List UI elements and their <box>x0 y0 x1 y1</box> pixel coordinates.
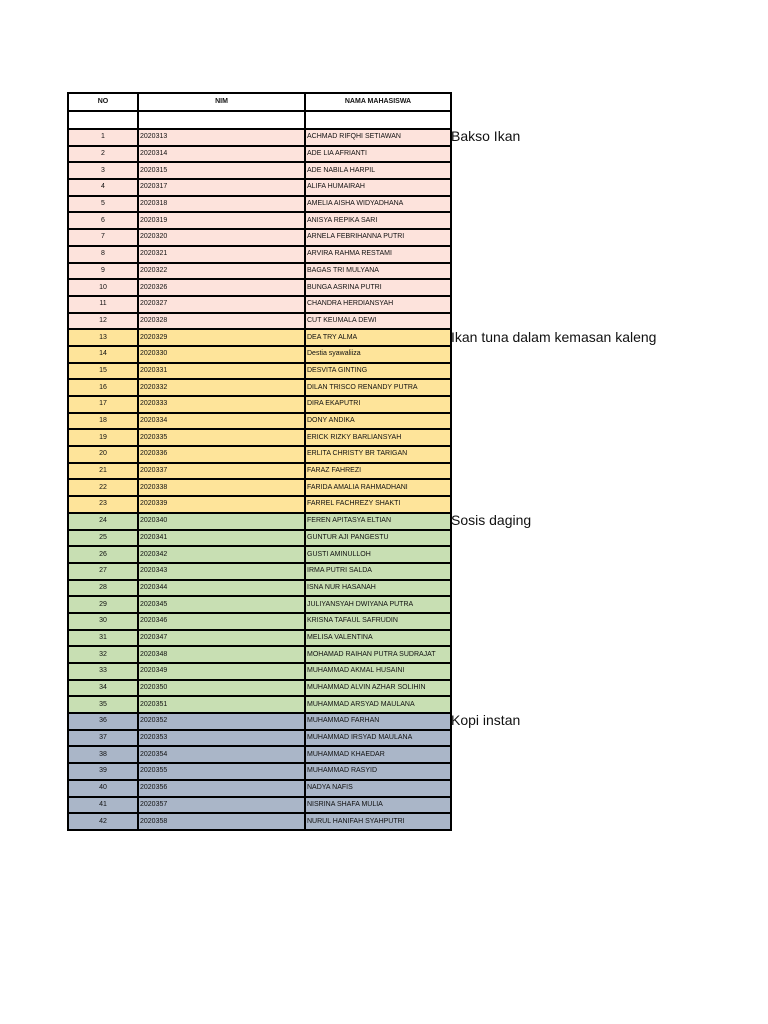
name-cell: MUHAMMAD KHAEDAR <box>305 746 451 763</box>
no-cell: 6 <box>68 212 138 229</box>
name-cell: IRMA PUTRI SALDA <box>305 563 451 580</box>
name-cell: MUHAMMAD AKMAL HUSAINI <box>305 663 451 680</box>
table-row <box>68 329 451 346</box>
table-row <box>68 162 451 179</box>
blank-row <box>68 111 451 129</box>
table-row <box>68 680 451 697</box>
name-cell: ERLITA CHRISTY BR TARIGAN <box>305 446 451 463</box>
name-cell: MUHAMMAD FARHAN <box>305 713 451 730</box>
table-row <box>68 496 451 513</box>
table-row <box>68 129 451 146</box>
name-cell: MOHAMAD RAIHAN PUTRA SUDRAJAT <box>305 646 451 663</box>
no-cell: 41 <box>68 797 138 814</box>
nim-cell: 2020358 <box>138 813 305 830</box>
name-cell: MUHAMMAD IRSYAD MAULANA <box>305 730 451 747</box>
table-row <box>68 296 451 313</box>
nim-cell: 2020355 <box>138 763 305 780</box>
no-cell: 28 <box>68 580 138 597</box>
no-cell: 15 <box>68 363 138 380</box>
nim-cell: 2020333 <box>138 396 305 413</box>
no-cell: 32 <box>68 646 138 663</box>
no-cell: 37 <box>68 730 138 747</box>
table-row <box>68 513 451 530</box>
name-cell: DONY ANDIKA <box>305 413 451 430</box>
table-row <box>68 546 451 563</box>
table-row <box>68 396 451 413</box>
table-row <box>68 580 451 597</box>
no-cell: 7 <box>68 229 138 246</box>
table-row <box>68 613 451 630</box>
no-cell: 40 <box>68 780 138 797</box>
table-row <box>68 780 451 797</box>
no-cell: 38 <box>68 746 138 763</box>
nim-cell: 2020317 <box>138 179 305 196</box>
no-cell: 16 <box>68 379 138 396</box>
nim-cell: 2020336 <box>138 446 305 463</box>
no-cell: 26 <box>68 546 138 563</box>
table-row <box>68 797 451 814</box>
nim-cell: 2020335 <box>138 429 305 446</box>
blank-cell <box>305 111 451 129</box>
group-label: Sosis daging <box>451 512 532 529</box>
name-cell: FARREL FACHREZY SHAKTI <box>305 496 451 513</box>
header-name: NAMA MAHASISWA <box>305 93 451 111</box>
name-cell: MUHAMMAD ARSYAD MAULANA <box>305 696 451 713</box>
table-row <box>68 179 451 196</box>
nim-cell: 2020315 <box>138 162 305 179</box>
nim-cell: 2020342 <box>138 546 305 563</box>
nim-cell: 2020353 <box>138 730 305 747</box>
name-cell: ADE NABILA HARPIL <box>305 162 451 179</box>
no-cell: 14 <box>68 346 138 363</box>
nim-cell: 2020351 <box>138 696 305 713</box>
group-label: Kopi instan <box>451 712 521 729</box>
name-cell: DILAN TRISCO RENANDY PUTRA <box>305 379 451 396</box>
table-row <box>68 146 451 163</box>
name-cell: ALIFA HUMAIRAH <box>305 179 451 196</box>
no-cell: 42 <box>68 813 138 830</box>
no-cell: 36 <box>68 713 138 730</box>
name-cell: GUSTI AMINULLOH <box>305 546 451 563</box>
table-row <box>68 563 451 580</box>
name-cell: NISRINA SHAFA MULIA <box>305 797 451 814</box>
no-cell: 10 <box>68 279 138 296</box>
nim-cell: 2020322 <box>138 263 305 280</box>
nim-cell: 2020329 <box>138 329 305 346</box>
no-cell: 22 <box>68 479 138 496</box>
blank-cell <box>68 111 138 129</box>
nim-cell: 2020357 <box>138 797 305 814</box>
table-row <box>68 196 451 213</box>
no-cell: 19 <box>68 429 138 446</box>
no-cell: 12 <box>68 313 138 330</box>
no-cell: 5 <box>68 196 138 213</box>
table-row <box>68 630 451 647</box>
name-cell: ANISYA REPIKA SARI <box>305 212 451 229</box>
table-row <box>68 246 451 263</box>
nim-cell: 2020320 <box>138 229 305 246</box>
nim-cell: 2020345 <box>138 596 305 613</box>
name-cell: ERICK RIZKY BARLIANSYAH <box>305 429 451 446</box>
name-cell: FARIDA AMALIA RAHMADHANI <box>305 479 451 496</box>
name-cell: DEA TRY ALMA <box>305 329 451 346</box>
table-row <box>68 646 451 663</box>
student-roster-table <box>67 92 452 831</box>
name-cell: Destia syawaliiza <box>305 346 451 363</box>
name-cell: BAGAS TRI MULYANA <box>305 263 451 280</box>
nim-cell: 2020328 <box>138 313 305 330</box>
nim-cell: 2020350 <box>138 680 305 697</box>
table-row <box>68 379 451 396</box>
no-cell: 35 <box>68 696 138 713</box>
no-cell: 25 <box>68 530 138 547</box>
name-cell: DIRA EKAPUTRI <box>305 396 451 413</box>
table-row <box>68 663 451 680</box>
name-cell: ACHMAD RIFQHI SETIAWAN <box>305 129 451 146</box>
header-no: NO <box>68 93 138 111</box>
nim-cell: 2020330 <box>138 346 305 363</box>
nim-cell: 2020319 <box>138 212 305 229</box>
nim-cell: 2020348 <box>138 646 305 663</box>
name-cell: MUHAMMAD RASYID <box>305 763 451 780</box>
nim-cell: 2020318 <box>138 196 305 213</box>
name-cell: JULIYANSYAH DWIYANA PUTRA <box>305 596 451 613</box>
no-cell: 31 <box>68 630 138 647</box>
name-cell: ISNA NUR HASANAH <box>305 580 451 597</box>
table-row <box>68 346 451 363</box>
no-cell: 23 <box>68 496 138 513</box>
nim-cell: 2020337 <box>138 463 305 480</box>
table-row <box>68 696 451 713</box>
no-cell: 20 <box>68 446 138 463</box>
name-cell: NADYA NAFIS <box>305 780 451 797</box>
table-row <box>68 746 451 763</box>
table-row <box>68 730 451 747</box>
nim-cell: 2020321 <box>138 246 305 263</box>
table-row <box>68 463 451 480</box>
no-cell: 21 <box>68 463 138 480</box>
no-cell: 17 <box>68 396 138 413</box>
table-row <box>68 813 451 830</box>
no-cell: 27 <box>68 563 138 580</box>
nim-cell: 2020344 <box>138 580 305 597</box>
nim-cell: 2020331 <box>138 363 305 380</box>
no-cell: 29 <box>68 596 138 613</box>
name-cell: CHANDRA HERDIANSYAH <box>305 296 451 313</box>
nim-cell: 2020343 <box>138 563 305 580</box>
table-row <box>68 429 451 446</box>
name-cell: FEREN APITASYA ELTIAN <box>305 513 451 530</box>
group-label: Bakso Ikan <box>451 128 521 145</box>
name-cell: NURUL HANIFAH SYAHPUTRI <box>305 813 451 830</box>
roster-body <box>68 129 451 830</box>
no-cell: 34 <box>68 680 138 697</box>
nim-cell: 2020347 <box>138 630 305 647</box>
no-cell: 18 <box>68 413 138 430</box>
no-cell: 3 <box>68 162 138 179</box>
table-row <box>68 479 451 496</box>
name-cell: MELISA VALENTINA <box>305 630 451 647</box>
no-cell: 39 <box>68 763 138 780</box>
table-row <box>68 212 451 229</box>
name-cell: AMELIA AISHA WIDYADHANA <box>305 196 451 213</box>
nim-cell: 2020332 <box>138 379 305 396</box>
nim-cell: 2020340 <box>138 513 305 530</box>
table-row <box>68 413 451 430</box>
no-cell: 2 <box>68 146 138 163</box>
nim-cell: 2020349 <box>138 663 305 680</box>
name-cell: CUT KEUMALA DEWI <box>305 313 451 330</box>
name-cell: ADE LIA AFRIANTI <box>305 146 451 163</box>
name-cell: FARAZ FAHREZI <box>305 463 451 480</box>
no-cell: 33 <box>68 663 138 680</box>
nim-cell: 2020334 <box>138 413 305 430</box>
nim-cell: 2020326 <box>138 279 305 296</box>
blank-cell <box>138 111 305 129</box>
nim-cell: 2020327 <box>138 296 305 313</box>
name-cell: GUNTUR AJI PANGESTU <box>305 530 451 547</box>
table-row <box>68 279 451 296</box>
no-cell: 1 <box>68 129 138 146</box>
name-cell: ARNELA FEBRIHANNA PUTRI <box>305 229 451 246</box>
no-cell: 24 <box>68 513 138 530</box>
table-row <box>68 313 451 330</box>
table-row <box>68 229 451 246</box>
no-cell: 8 <box>68 246 138 263</box>
table-row <box>68 530 451 547</box>
no-cell: 9 <box>68 263 138 280</box>
nim-cell: 2020313 <box>138 129 305 146</box>
name-cell: BUNGA ASRINA PUTRI <box>305 279 451 296</box>
name-cell: DESVITA GINTING <box>305 363 451 380</box>
table-row <box>68 763 451 780</box>
nim-cell: 2020356 <box>138 780 305 797</box>
no-cell: 11 <box>68 296 138 313</box>
table-row <box>68 446 451 463</box>
nim-cell: 2020339 <box>138 496 305 513</box>
table-row <box>68 363 451 380</box>
header-row <box>68 93 451 111</box>
name-cell: MUHAMMAD ALVIN AZHAR SOLIHIN <box>305 680 451 697</box>
nim-cell: 2020338 <box>138 479 305 496</box>
no-cell: 30 <box>68 613 138 630</box>
nim-cell: 2020341 <box>138 530 305 547</box>
table-row <box>68 596 451 613</box>
nim-cell: 2020346 <box>138 613 305 630</box>
name-cell: ARVIRA RAHMA RESTAMI <box>305 246 451 263</box>
no-cell: 4 <box>68 179 138 196</box>
header-nim: NIM <box>138 93 305 111</box>
group-label: Ikan tuna dalam kemasan kaleng <box>451 328 657 345</box>
table-row <box>68 713 451 730</box>
table-row <box>68 263 451 280</box>
nim-cell: 2020314 <box>138 146 305 163</box>
nim-cell: 2020352 <box>138 713 305 730</box>
no-cell: 13 <box>68 329 138 346</box>
nim-cell: 2020354 <box>138 746 305 763</box>
name-cell: KRISNA TAFAUL SAFRUDIN <box>305 613 451 630</box>
